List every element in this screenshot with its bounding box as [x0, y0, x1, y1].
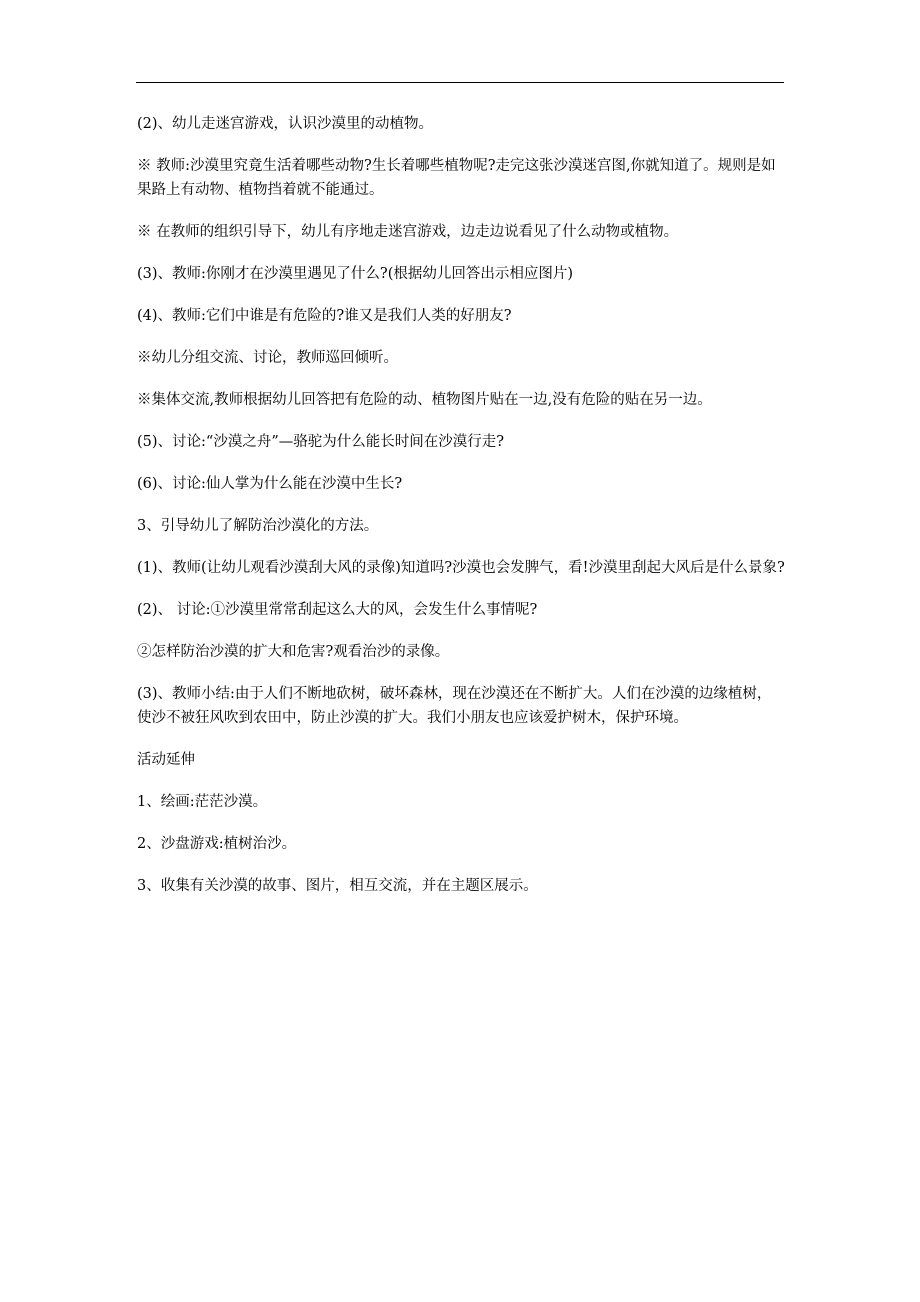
paragraph-section-3-heading: 3、引导幼儿了解防治沙漠化的方法。 — [137, 518, 379, 534]
paragraph-activity-extension-heading: 活动延伸 — [137, 752, 195, 768]
document-body — [137, 112, 785, 916]
paragraph-discussion-wind: (2)、 讨论:①沙漠里常常刮起这么大的风，会发生什么事情呢? — [137, 602, 538, 618]
paragraph-maze-game: (2)、幼儿走迷宫游戏，认识沙漠里的动植物。 — [137, 116, 434, 132]
paragraph-guided-maze: ※ 在教师的组织引导下，幼儿有序地走迷宫游戏，边走边说看见了什么动物或植物。 — [137, 224, 679, 240]
paragraph-sandstorm-video: (1)、教师(让幼儿观看沙漠刮大风的录像)知道吗?沙漠也会发脾气，看!沙漠里刮起大风后是什么景象? — [137, 560, 785, 576]
paragraph-extension-sandbox: 2、沙盘游戏:植树治沙。 — [137, 836, 297, 852]
paragraph-prevent-desert: ②怎样防治沙漠的扩大和危害?观看治沙的录像。 — [137, 644, 450, 660]
paragraph-teacher-question-3: (3)、教师:你刚才在沙漠里遇见了什么?(根据幼儿回答出示相应图片) — [137, 266, 574, 282]
paragraph-teacher-question-4: (4)、教师:它们中谁是有危险的?谁又是我们人类的好朋友? — [137, 308, 512, 324]
header-rule — [136, 82, 784, 83]
paragraph-teacher-summary: (3)、教师小结:由于人们不断地砍树，破坏森林，现在沙漠还在不断扩大。人们在沙漠的边缘植树，使沙不被狂风吹到农田中，防止沙漠的扩大。我们小朋友也应该爱护树木，保护环境。 — [137, 686, 772, 726]
paragraph-teacher-maze-rules: ※ 教师:沙漠里究竟生活着哪些动物?生长着哪些植物呢?走完这张沙漠迷宫图,你就知道了。规则是如果路上有动物、植物挡着就不能通过。 — [137, 158, 776, 198]
paragraph-group-discussion: ※幼儿分组交流、讨论，教师巡回倾听。 — [137, 350, 398, 366]
paragraph-collective-exchange: ※集体交流,教师根据幼儿回答把有危险的动、植物图片贴在一边,没有危险的贴在另一边。 — [137, 392, 712, 408]
paragraph-extension-collect: 3、收集有关沙漠的故事、图片，相互交流，并在主题区展示。 — [137, 878, 538, 894]
paragraph-discussion-camel: (5)、讨论:“沙漠之舟”—骆驼为什么能长时间在沙漠行走? — [137, 434, 505, 450]
paragraph-discussion-cactus: (6)、讨论:仙人掌为什么能在沙漠中生长? — [137, 476, 403, 492]
paragraph-extension-drawing: 1、绘画:茫茫沙漠。 — [137, 794, 268, 810]
